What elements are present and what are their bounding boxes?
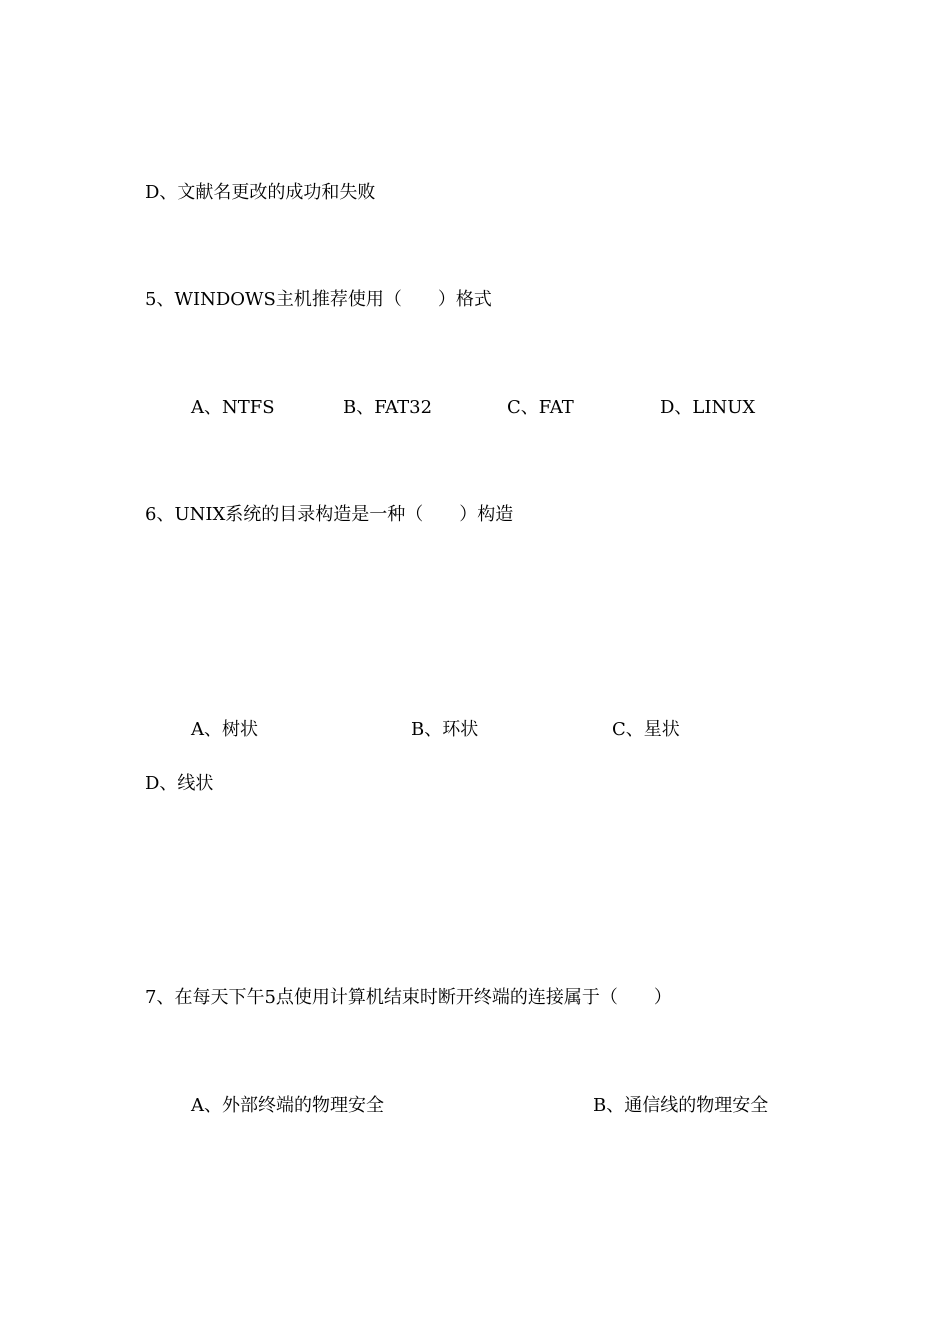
q6-question: 6、UNIX系统的目录构造是一种（ ）构造 xyxy=(145,504,514,525)
q7-option-b: B、通信线的物理安全 xyxy=(593,1095,769,1116)
q6-option-c: C、星状 xyxy=(612,719,680,740)
q6-option-a: A、树状 xyxy=(191,719,258,740)
q5-option-b: B、FAT32 xyxy=(343,397,433,418)
q5-option-a: A、NTFS xyxy=(191,397,275,418)
q6-option-d: D、线状 xyxy=(145,773,214,794)
q5-option-d: D、LINUX xyxy=(660,397,756,418)
q5-option-c: C、FAT xyxy=(507,397,574,418)
q6-option-b: B、环状 xyxy=(411,719,479,740)
q5-question: 5、WINDOWS主机推荐使用（ ）格式 xyxy=(145,289,492,310)
q4-option-d: D、文献名更改的成功和失败 xyxy=(145,182,376,203)
q7-option-a: A、外部终端的物理安全 xyxy=(191,1095,384,1116)
q7-question: 7、在每天下午5点使用计算机结束时断开终端的连接属于（ ） xyxy=(145,987,672,1008)
